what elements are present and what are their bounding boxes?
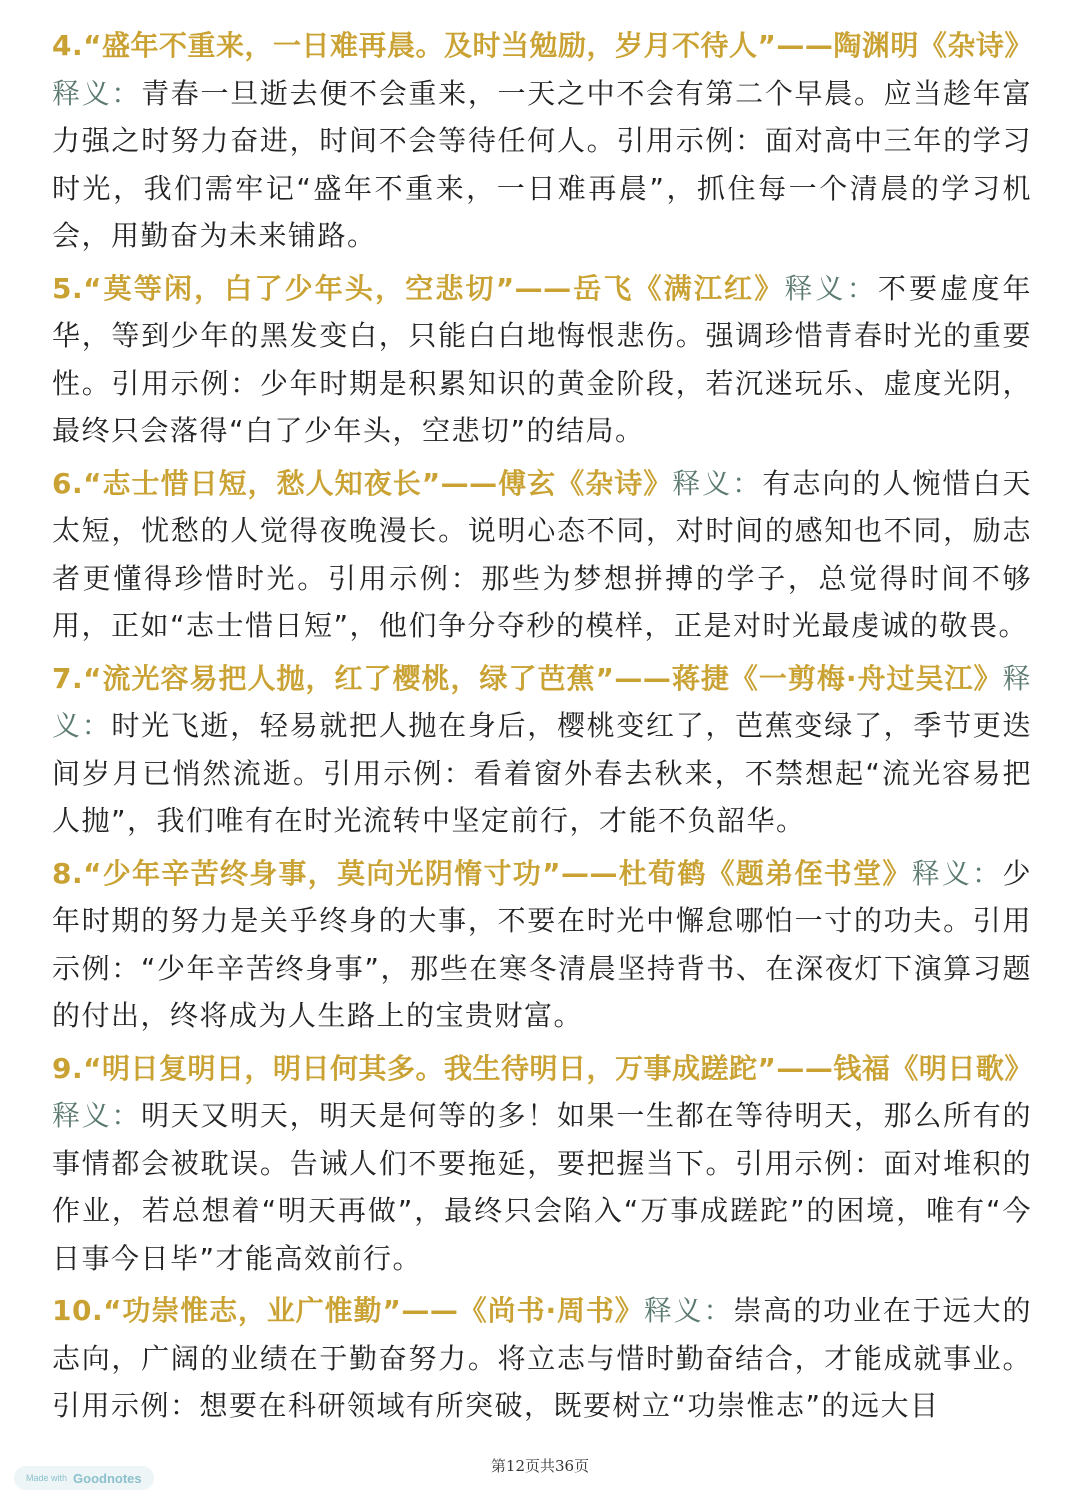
quote-entry-10 <box>52 1287 1032 1430</box>
explanation-label: 释义： <box>672 466 763 500</box>
explanation-label: 释义： <box>52 1099 142 1132</box>
explanation-label: 释义： <box>52 661 1032 742</box>
explanation-text: 有志向的人惋惜白天太短，忧愁的人觉得夜晚漫长。说明心态不同，对时间的感知也不同，励志者更懂得珍惜时光。引用示例：那些为梦想拼搏的学子，总觉得时间不够用，正如“志士惜日短”，他们争分夺秒的模样，正是对时光最虔诚的敬畏。 <box>52 466 1032 642</box>
badge-brand: Goodnotes <box>73 1470 142 1486</box>
explanation-label: 释义： <box>643 1294 734 1327</box>
quote-heading: 4.“盛年不重来，一日难再晨。及时当勉励，岁月不待人”——陶渊明《杂诗》 <box>52 29 1033 62</box>
explanation-text: 崇高的功业在于远大的志向，广阔的业绩在于勤奋努力。将立志与惜时勤奋结合，才能成就事业。引用示例：想要在科研领域有所突破，既要树立“功崇惟志”的远大目 <box>52 1294 1032 1422</box>
document-page <box>52 22 1032 1435</box>
quote-entry-6 <box>52 460 1032 650</box>
explanation-text: 不要虚度年华，等到少年的黑发变白，只能白白地悔恨悲伤。强调珍惜青春时光的重要性。引用示例：少年时期是积累知识的黄金阶段，若沉迷玩乐、虚度光阴，最终只会落得“白了少年头，空悲切”的结局。 <box>52 271 1032 447</box>
explanation-text: 青春一旦逝去便不会重来，一天之中不会有第二个早晨。应当趁年富力强之时努力奋进，时间不会等待任何人。引用示例：面对高中三年的学习时光，我们需牢记“盛年不重来，一日难再晨”，抓住每一个清晨的学习机会，用勤奋为未来铺路。 <box>52 76 1032 252</box>
quote-heading: 10.“功崇惟志，业广惟勤”——《尚书·周书》 <box>52 1294 644 1327</box>
quote-heading: 9.“明日复明日，明日何其多。我生待明日，万事成蹉跎”——钱福《明日歌》 <box>52 1051 1033 1085</box>
made-with-goodnotes-badge[interactable] <box>14 1466 154 1490</box>
quote-entry-7 <box>52 655 1032 845</box>
page-number: 第12页共36页 <box>490 1457 590 1475</box>
quote-heading: 7.“流光容易把人抛，红了樱桃，绿了芭蕉”——蒋捷《一剪梅·舟过吴江》 <box>52 661 1003 695</box>
quote-heading: 5.“莫等闲，白了少年头，空悲切”——岳飞《满江红》 <box>52 271 785 305</box>
quote-heading: 6.“志士惜日短，愁人知夜长”——傅玄《杂诗》 <box>52 466 673 500</box>
explanation-text: 明天又明天，明天是何等的多！如果一生都在等待明天，那么所有的事情都会被耽误。告诫人们不要拖延，要把握当下。引用示例：面对堆积的作业，若总想着“明天再做”，最终只会陷入“万事成蹉跎”的困境，唯有“今日事今日毕”才能高效前行。 <box>52 1099 1032 1275</box>
explanation-label: 释义： <box>52 76 142 110</box>
quote-entry-9 <box>52 1045 1032 1283</box>
quote-entry-8 <box>52 850 1032 1040</box>
badge-prefix: Made with <box>26 1473 68 1483</box>
explanation-label: 释义： <box>911 856 1003 890</box>
quote-entry-4 <box>52 22 1032 260</box>
explanation-text: 时光飞逝，轻易就把人抛在身后，樱桃变红了，芭蕉变绿了，季节更迭间岁月已悄然流逝。引用示例：看着窗外春去秋来，不禁想起“流光容易把人抛”，我们唯有在时光流转中坚定前行，才能不负韶华。 <box>52 709 1032 837</box>
quote-entry-5 <box>52 265 1032 455</box>
explanation-text: 少年时期的努力是关乎终身的大事，不要在时光中懈怠哪怕一寸的功夫。引用示例：“少年辛苦终身事”，那些在寒冬清晨坚持背书、在深夜灯下演算习题的付出，终将成为人生路上的宝贵财富。 <box>52 856 1032 1032</box>
quote-heading: 8.“少年辛苦终身事，莫向光阴惰寸功”——杜荀鹤《题弟侄书堂》 <box>52 856 912 890</box>
explanation-label: 释义： <box>784 271 878 305</box>
